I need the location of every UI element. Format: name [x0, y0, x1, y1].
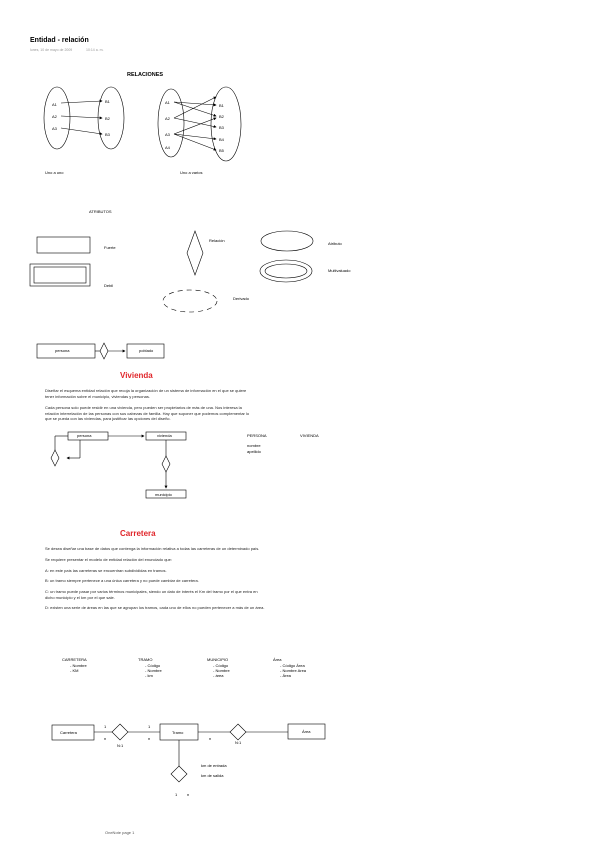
list-title: Área [273, 657, 282, 662]
relation-diamond [187, 231, 203, 275]
km-entrada-label: km de entrada [201, 763, 227, 768]
set-a-oval [44, 87, 70, 149]
list-item: - Área [280, 673, 291, 678]
list-title: TRAMO [138, 657, 153, 662]
set-a2-item: A2 [165, 116, 170, 121]
cardinality-n: n [148, 736, 151, 741]
set-b-item: B3 [105, 132, 110, 137]
vivienda-heading: Vivienda [120, 371, 153, 380]
cardinality-n: n [187, 792, 190, 797]
list-item: - Nombre [145, 668, 162, 673]
vivienda-label: vivienda [157, 433, 172, 438]
set-b2-item: B5 [219, 148, 224, 153]
carretera-para-4: B: un tramo siempre pertenece a una única carretera y no puede cambiar de carretera. [45, 578, 199, 583]
set-a2-item: A3 [165, 132, 170, 137]
cardinality-n: n [209, 736, 212, 741]
km-salida-label: km de salida [201, 773, 224, 778]
carretera-para-5: C: un tramo puede pasar por varios términos municipales, siendo un dato de interés el Km del tramo por el que entra en dicho municipio y el km por el que sale. [45, 589, 258, 600]
list-item: - KM [70, 668, 79, 673]
carretera-box-label: Carretera [60, 730, 77, 735]
relation-ratio: N:1 [235, 740, 242, 745]
persona-label: persona [55, 348, 70, 353]
set-b2-item: B4 [219, 137, 224, 142]
set-b-item: B1 [105, 99, 110, 104]
set-b2-item: B1 [219, 103, 224, 108]
list-item: - Código Área [280, 663, 305, 668]
page-title: Entidad - relación [30, 37, 89, 44]
cardinality-n: n [104, 736, 107, 741]
area-box-label: Área [302, 729, 311, 734]
set-a2-oval [158, 89, 184, 157]
tramo-box-label: Tramo [172, 730, 184, 735]
list-item: - Nombre [70, 663, 87, 668]
atributos-heading: ATRIBUTOS [89, 209, 112, 214]
set-a-item: A1 [52, 102, 57, 107]
list-title: CARRETERA [62, 657, 87, 662]
page-footer: OneNote page 1 [105, 830, 135, 835]
set-b2-item: B3 [219, 125, 224, 130]
carretera-para-2: Se requiere presentar el modelo de entidad relación del enunciado que: [45, 557, 172, 562]
carretera-para-6: D: existen una serie de áreas en las que se agrupan los tramos, cada uno de ellos no pueden pertenecer a más de un área. [45, 605, 265, 610]
list-item: - Nombre [213, 668, 230, 673]
relation-ratio: N:1 [117, 743, 124, 748]
attribute-oval [261, 231, 313, 251]
municipio-label: municipio [155, 492, 172, 497]
label-multivaluado: Multivaluado [328, 268, 351, 273]
label-atributo: Atributo [328, 241, 342, 246]
set-a-item: A2 [52, 114, 57, 119]
list-title: MUNICIPIO [207, 657, 229, 662]
attr-apellido: apellido [247, 449, 261, 454]
cardinality-1: 1 [148, 724, 151, 729]
vivienda-para-1: Diseñar el esquema entidad relación que recoja la organización de un sistema de información en el que se quiere tener información sobre el municipio, viviendas y personas. [45, 388, 247, 399]
carretera-para-3: A: en este país las carreteras se encuentran subdivididas en tramos. [45, 568, 167, 573]
multivalued-outer [260, 260, 312, 282]
set-b2-item: B2 [219, 114, 224, 119]
list-item: - Código [213, 663, 229, 668]
entity-weak-inner [34, 267, 86, 283]
set-b-item: B2 [105, 116, 110, 121]
list-item: - Código [145, 663, 161, 668]
col-vivienda: VIVIENDA [300, 433, 319, 438]
cardinality-1: 1 [104, 724, 107, 729]
label-derivado: Derivado [233, 296, 250, 301]
cardinality-1: 1 [175, 792, 178, 797]
set-a2-item: A4 [165, 145, 170, 150]
carretera-para-1: Se desea diseñar una base de datos que contenga la información relativa a todas las carreteras de un determinado país. [45, 546, 260, 551]
set-a2-item: A1 [165, 100, 170, 105]
attr-nombre: nombre [247, 443, 261, 448]
persona2-label: persona [77, 433, 92, 438]
entity-strong-shape [37, 237, 90, 253]
col-persona: PERSONA [247, 433, 267, 438]
vivienda-para-2: Cada persona solo puede residir en una vivienda, pero pueden ser propietarios de más de una. Nos interesa la relación interrelación de las personas con sus cabezas de familia. Hay que suponer que podemos complementar lo que se pueda con las viviendas, para justificar las opciones del diseño. [45, 405, 250, 421]
label-relacion: Relación [209, 238, 225, 243]
derived-oval [163, 290, 217, 312]
set-a-item: A3 [52, 126, 57, 131]
carretera-heading: Carretera [120, 529, 156, 538]
poblado-label: poblado [139, 348, 154, 353]
label-debil: Debil [104, 283, 114, 288]
list-item: - área [213, 673, 224, 678]
caption-uno-a-uno: Uno a uno [45, 170, 64, 175]
page-date: lunes, 10 de mayo de 2009 [30, 48, 73, 52]
caption-uno-a-varios: Uno a varios [180, 170, 203, 175]
list-item: - km [145, 673, 153, 678]
relaciones-heading: RELACIONES [127, 72, 164, 78]
list-item: - Nombre Area [280, 668, 307, 673]
page-time: 10:14 a. m. [86, 48, 104, 52]
label-fuerte: Fuerte [104, 245, 116, 250]
multivalued-inner [265, 264, 307, 278]
